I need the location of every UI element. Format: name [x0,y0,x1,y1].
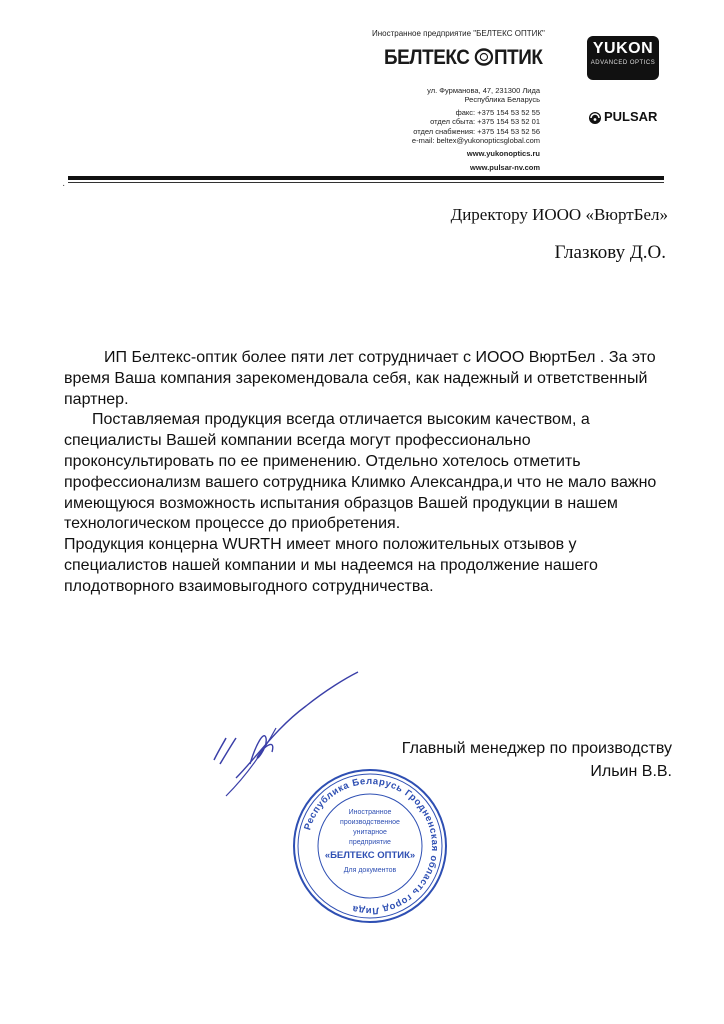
beltex-logo [384,46,542,70]
header-divider-thin [68,182,664,183]
stamp-line-1: Иностранное [348,809,392,816]
company-line: Иностранное предприятие "БЕЛТЕКС ОПТИК" [372,29,545,38]
contact-email: e-mail: beltex@yukonopticsglobal.com [411,135,540,145]
website-yukon: www.yukonoptics.ru [466,149,540,158]
paragraph-2: Поставляемая продукция всегда отличается высоким качеством, а специалисты Вашей компании всегда могут профессионально проконсультировать по ее применению. Отдельно хотелось отметить профессионализм вашего сотрудника Климко Александра,и что не мало важно имеющуюся возможность испытания образцов Вашей продукции в нашем технологическом процессе до приобретения. [64,411,657,533]
contacts-block [412,108,540,145]
stamp-line-4: предприятие [349,839,391,846]
pulsar-logo-text: PULSAR [604,109,658,124]
recipient-position: Директору ИООО «ВюртБел» [450,205,668,224]
contact-supply: отдел снабжения: +375 154 53 52 56 [413,126,540,136]
yukon-logo-subtitle: ADVANCED OPTICS [590,60,656,66]
contact-fax: факс: +375 154 53 52 55 [455,108,540,117]
paragraph-3: Продукция концерна WURTH имеет много положительных отзывов у специалистов нашей компании и мы надеемся на продолжение нашего плодотворного взаимовыгодного сотрудничества. [64,536,598,595]
contact-sales: отдел сбыта: +375 154 53 52 01 [430,117,540,127]
letter-body [64,348,664,598]
signer-name: Ильин В.В. [590,763,672,780]
stamp-line-6: Для документов [343,867,397,874]
stamp-line-3: унитарное [353,829,387,836]
svg-text:Республика Беларусь Гродненска [302,776,440,916]
stamp-line-5: «БЕЛТЕКС ОПТИК» [324,850,416,861]
header-divider [68,176,664,180]
stamp-line-2: производственное [340,819,400,826]
yukon-logo-title: YUKON [592,40,654,57]
pulsar-icon [588,111,602,125]
recipient-name: Глазкову Д.О. [554,242,666,263]
scan-mark: · [62,180,66,191]
signer-title: Главный менеджер по производству [401,740,672,757]
address-block [427,86,540,105]
logo-text-b: ПТИК [494,46,543,69]
pulsar-logo [588,109,657,125]
website-pulsar: www.pulsar-nv.com [469,163,540,172]
stamp-ring-text: Республика Беларусь Гродненская область город Лида [302,775,441,917]
yukon-logo [587,36,659,80]
address-line-1: ул. Фурманова, 47, 231300 Лида [427,86,540,95]
logo-text-a: БЕЛТЕКС [384,46,470,69]
address-line-2: Республика Беларусь [464,95,540,105]
logo-o-icon [474,48,494,66]
company-stamp [290,766,450,926]
paragraph-1: ИП Белтекс-оптик более пяти лет сотрудничает с ИООО ВюртБел . За это время Ваша компания зарекомендовала себя, как надежный и ответственный партнер. [64,349,656,408]
